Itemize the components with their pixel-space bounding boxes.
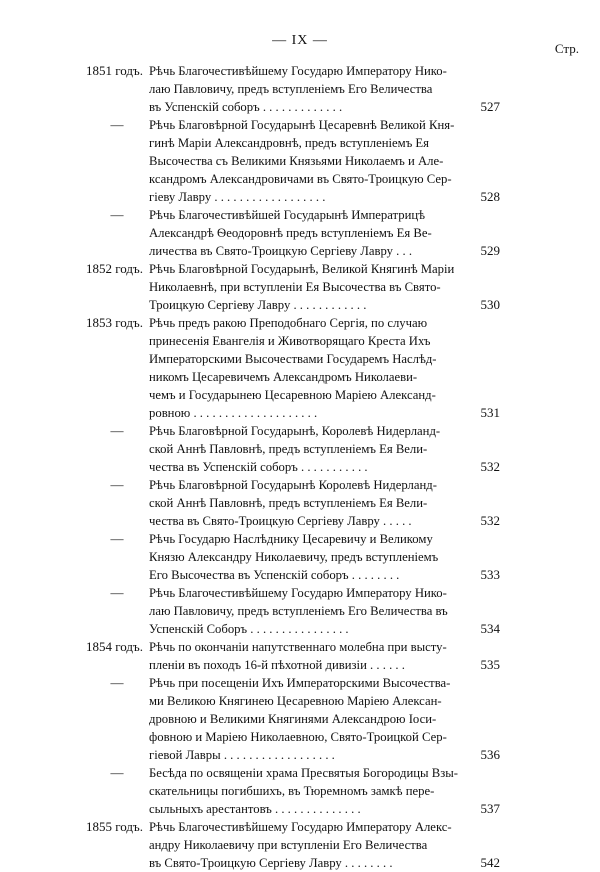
toc-entry-line: чества въ Свято-Троицкую Сергіеву Лавру . . . . . [149,514,412,528]
toc-entry-line: Рѣчь Государю Наслѣднику Цесаревичу и Великому [149,532,433,546]
toc-entry-page-number: 531 [480,405,500,420]
toc-entry-page-number: 533 [480,567,500,582]
toc-entry-line: Рѣчь при посещеніи Ихъ Императорскими Высочества- [149,676,451,690]
toc-entry-line: ксандромъ Александровичами въ Свято-Троицкую Сер- [149,172,452,186]
toc-entry-line: скательницы погибшихъ, въ Тюремномъ замкѣ пере- [149,784,435,798]
toc-entry [86,206,500,260]
toc-entry-year: — [110,585,124,600]
toc-entry-line: Рѣчь Благовѣрной Государынѣ Цесаревнѣ Великой Кня- [149,118,455,132]
toc-entry [86,530,500,584]
toc-entry-title [149,818,486,872]
toc-entry-line: фовною и Маріею Николаевною, Свято-Троицкой Сер- [149,730,447,744]
toc-entry-line: лаю Павловичу, предъ вступленіемъ Его Величества [149,82,433,96]
toc-entry-line: Рѣчь Благочестивѣйшему Государю Императору Алекс- [149,820,452,834]
toc-entry-page-number: 535 [480,657,500,672]
toc-entry-title [149,584,486,638]
toc-entry-page-number: 537 [480,801,500,816]
toc-entry-line: чества въ Успенскій соборъ . . . . . . . . . . . [149,460,368,474]
toc-entry-line: дровною и Великими Княгинями Александрою Іоси- [149,712,437,726]
toc-entry-year: — [110,765,124,780]
toc-entry [86,116,500,206]
toc-entry-page-number: 528 [480,189,500,204]
toc-entry [86,584,500,638]
toc-entry [86,260,500,314]
toc-entry-line: андру Николаевичу при вступленіи Его Величества [149,838,428,852]
toc-entry-year: 1851 годъ. [86,63,143,78]
toc-entry-line: лаю Павловичу, предъ вступленіемъ Его Величества въ [149,604,448,618]
toc-entry-year: — [110,477,124,492]
toc-entry-line: Его Высочества въ Успенскій соборъ . . . . . . . . [149,568,400,582]
toc-entry-line: Рѣчь Благочестивѣйшему Государю Императору Нико- [149,586,447,600]
toc-entry-title [149,638,486,674]
toc-entry-title [149,674,486,764]
toc-entry-page-number: 542 [480,855,500,870]
toc-entry-line: ской Аннѣ Павловнѣ, предъ вступленіемъ Ея Вели- [149,496,428,510]
toc-entry-year: — [110,531,124,546]
toc-entry-title [149,530,486,584]
toc-entry [86,674,500,764]
toc-entry-line: Князю Александру Николаевичу, предъ вступленіемъ [149,550,439,564]
toc-entry-line: Николаевнѣ, при вступленіи Ея Высочества въ Свято- [149,280,441,294]
toc-entry-line: сыльныхъ арестантовъ . . . . . . . . . . . . . . [149,802,361,816]
toc-entry-page-number: 527 [480,99,500,114]
toc-entry [86,422,500,476]
toc-entry-line: Рѣчь Благовѣрной Государынѣ Королевѣ Нидерланд- [149,478,437,492]
toc-entry-title [149,476,486,530]
toc-entry-year: — [110,117,124,132]
toc-entry-line: личества въ Свято-Троицкую Сергіеву Лавру . . . [149,244,413,258]
toc-entry-year: 1855 годъ. [86,819,143,834]
toc-entry-page-number: 536 [480,747,500,762]
toc-entry-year: 1854 годъ. [86,639,143,654]
toc-entry [86,638,500,674]
toc-entry-line: Рѣчь Благочестивѣйшей Государынѣ Императрицѣ [149,208,426,222]
toc-entry-line: Рѣчь Благовѣрной Государынѣ, Великой Княгинѣ Маріи [149,262,455,276]
toc-entry [86,62,500,116]
toc-entry-year: — [110,207,124,222]
toc-entry-page-number: 532 [480,459,500,474]
toc-entry-title [149,314,486,422]
toc-entry-line: Успенскій Соборъ . . . . . . . . . . . . . . . . [149,622,349,636]
toc-entry-line: Высочества съ Великими Князьями Николаемъ и Але- [149,154,444,168]
toc-entry-line: никомъ Цесаревичемъ Александромъ Николаеви- [149,370,418,384]
toc-entry-line: ровною . . . . . . . . . . . . . . . . . . . . [149,406,318,420]
toc-entry-line: чемъ и Государынею Цесаревною Маріею Александ- [149,388,436,402]
toc-entry-line: ми Великою Княгинею Цесаревною Маріею Алексан- [149,694,442,708]
toc-entry-line: гинѣ Маріи Александровнѣ, предъ вступленіемъ Ея [149,136,430,150]
toc-entry-page-number: 534 [480,621,500,636]
toc-entry-page-number: 529 [480,243,500,258]
toc-entry-title [149,422,486,476]
toc-entry-line: пленіи въ походъ 16-й пѣхотной дивизіи . . . . . . [149,658,405,672]
toc-entry-line: Троицкую Сергіеву Лавру . . . . . . . . . . . . [149,298,367,312]
toc-entry-year: 1852 годъ. [86,261,143,276]
toc-entry-line: принесенія Евангелія и Животворящаго Креста Ихъ [149,334,431,348]
toc-entry-title [149,116,486,206]
toc-entry-line: Бесѣда по освященіи храма Пресвятыя Богородицы Взы- [149,766,458,780]
toc-entry-title [149,260,486,314]
toc-entry [86,476,500,530]
toc-entry-page-number: 530 [480,297,500,312]
toc-entry-line: Императорскими Высочествами Государемъ Наслѣд- [149,352,437,366]
page-number: — IX — [272,33,328,48]
toc-entry-line: ской Аннѣ Павловнѣ, предъ вступленіемъ Ея Вели- [149,442,428,456]
toc-entry-line: Александрѣ Ѳеодоровнѣ предъ вступленіемъ Ея Ве- [149,226,432,240]
toc-entry-title [149,62,486,116]
toc-entry-line: Рѣчь предъ ракою Преподобнаго Сергія, по случаю [149,316,428,330]
toc-entry-year: 1853 годъ. [86,315,143,330]
toc-entry-title [149,206,486,260]
page-column-label: Стр. [554,41,579,56]
toc-entry-line: гіевой Лавры . . . . . . . . . . . . . . . . . . [149,748,335,762]
toc-entry-title [149,764,486,818]
toc-entry-year: — [110,675,124,690]
toc-entry-line: Рѣчь Благовѣрной Государынѣ, Королевѣ Нидерланд- [149,424,441,438]
toc-entry-line: Рѣчь по окончаніи напутственнаго молебна при высту- [149,640,447,654]
toc-entry [86,818,500,872]
toc-entry-page-number: 532 [480,513,500,528]
toc-entry [86,314,500,422]
toc-entry [86,764,500,818]
table-of-contents [86,62,500,872]
toc-entry-line: въ Свято-Троицкую Сергіеву Лавру . . . . . . . . [149,856,393,870]
page-header [0,33,600,56]
toc-entry-line: въ Успенскій соборъ . . . . . . . . . . . . . [149,100,343,114]
toc-entry-year: — [110,423,124,438]
toc-entry-line: гіеву Лавру . . . . . . . . . . . . . . . . . . [149,190,326,204]
toc-entry-line: Рѣчь Благочестивѣйшему Государю Императору Нико- [149,64,447,78]
